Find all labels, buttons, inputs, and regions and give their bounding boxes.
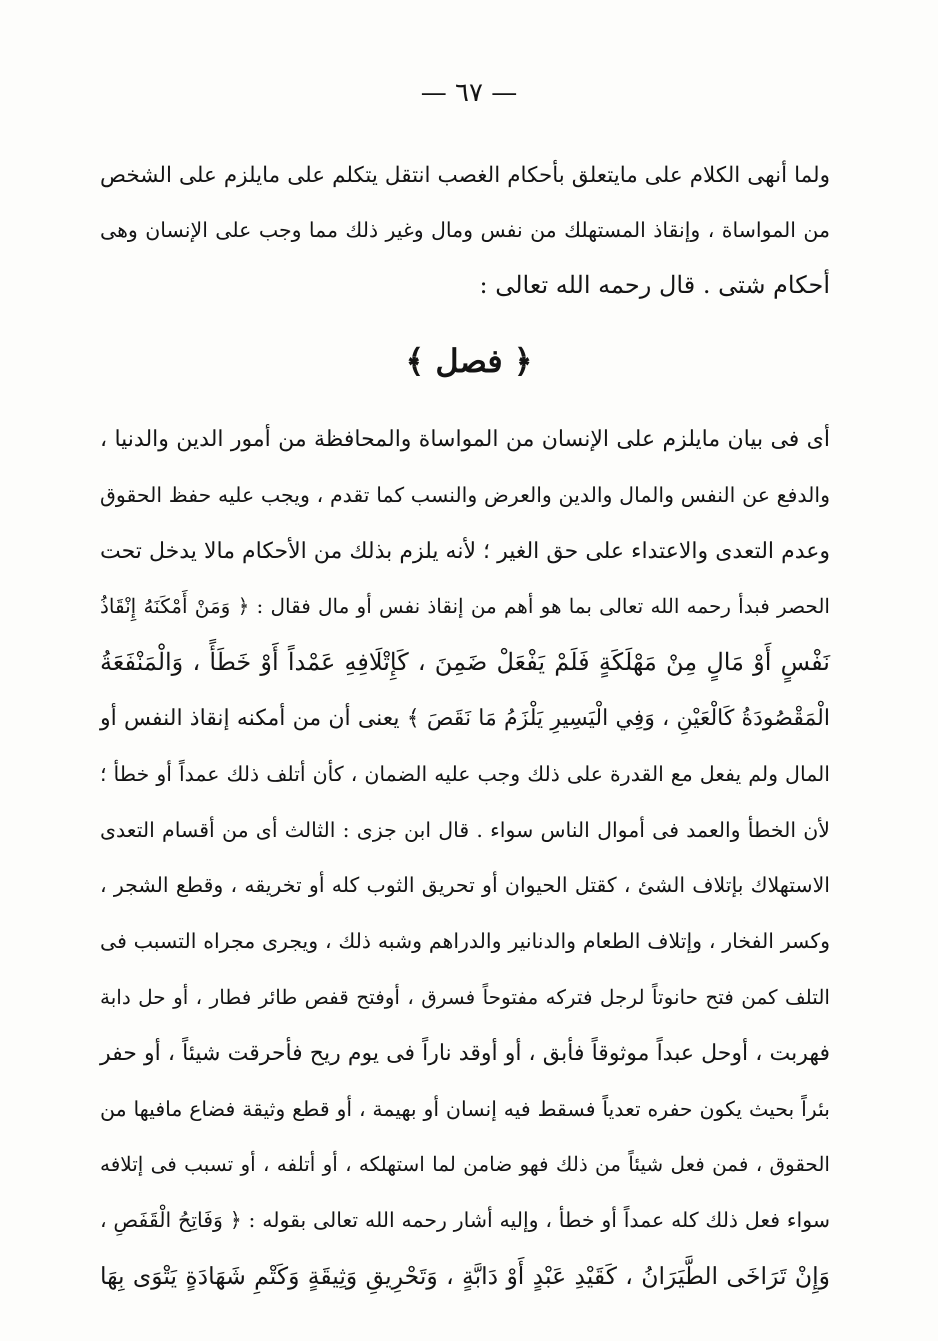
intro-line: أحكام شتى . قال رحمه الله تعالى : <box>479 271 830 299</box>
body-line: الحقوق ، فمن فعل شيئاً من ذلك فهو ضامن لما استهلكه ، أو أتلفه ، أو تسبب فى إتلافه <box>100 1152 830 1177</box>
body-line: بئراً بحيث يكون حفره تعدياً فسقط فيه إنسان أو بهيمة ، أو قطع وثيقة فضاع مافيها من <box>100 1096 830 1121</box>
body-line: الْمَقْصُودَةُ كَالْعَيْنِ ، وَفِي الْيَسِيرِ يَلْزَمُ مَا نَقَصَ ﴾ يعنى أن من أمكنه إنقاذ النفس أو <box>100 705 830 731</box>
body-line: فهربت ، أوحل عبداً موثوقاً فأبق ، أو أوقد ناراً فى يوم ريح فأحرقت شيئاً ، أو حفر <box>100 1040 830 1066</box>
body-line: أى فى بيان مايلزم على الإنسان من المواساة والمحافظة من أمور الدين والدنيا ، <box>100 427 830 452</box>
intro-line: ولما أنهى الكلام على مايتعلق بأحكام الغصب انتقل يتكلم على مايلزم على الشخص <box>100 163 830 188</box>
body-line: وَإِنْ تَرَاخَى الطَّيَرَانُ ، كَقَيْدِ عَبْدٍ أَوْ دَابَّةٍ ، وَتَحْرِيقِ وَثِيقَةٍ وَكَتْمِ شَهَادَةٍ يَتْوَى بِهَا <box>100 1261 830 1290</box>
body-line: الحصر فبدأ رحمه الله تعالى بما هو أهم من إنقاذ نفس أو مال فقال : ﴿ وَمَنْ أَمْكَنَهُ إِنْقَاذُ <box>100 594 830 619</box>
intro-paragraph <box>100 148 830 313</box>
body-line: المال ولم يفعل مع القدرة على ذلك وجب عليه الضمان ، كأن أتلف ذلك عمداً أو خطأ ؛ <box>100 761 830 786</box>
body-line: سواء فعل ذلك كله عمداً أو خطأ ، وإليه أشار رحمه الله تعالى بقوله : ﴿ وَفَاتِحُ الْقَفَصِ ، <box>100 1208 830 1233</box>
body-line: والدفع عن النفس والمال والدين والعرض والنسب كما تقدم ، ويجب عليه حفظ الحقوق <box>100 482 830 507</box>
body-line: نَفْسٍ أَوْ مَالٍ مِنْ مَهْلَكَةٍ فَلَمْ يَفْعَلْ ضَمِنَ ، كَإِتْلَافِهِ عَمْداً أَوْ خَطَأً ، وَالْمَنْفَعَةُ <box>100 648 830 677</box>
intro-line: من المواساة ، وإنقاذ المستهلك من نفس ومال وغير ذلك مما وجب على الإنسان وهى <box>100 218 830 242</box>
body-line: وعدم التعدى والاعتداء على حق الغير ؛ لأنه يلزم بذلك من الأحكام مالا يدخل تحت <box>100 538 830 564</box>
section-heading: ﴿ فصل ﴾ <box>405 342 533 380</box>
body-line: الاستهلاك بإتلاف الشئ ، كقتل الحيوان أو تحريق الثوب كله أو تخريقه ، وقطع الشجر ، <box>100 873 830 898</box>
body-paragraph <box>100 412 830 1305</box>
page-number: — ٦٧ — <box>420 78 518 108</box>
body-line: لأن الخطأ والعمد فى أموال الناس سواء . قال ابن جزى : الثالث أى من أقسام التعدى <box>100 817 830 842</box>
body-line: التلف كمن فتح حانوتاً لرجل فتركه مفتوحاً فسرق ، أوفتح قفص طائر فطار ، أو حل دابة <box>100 984 830 1009</box>
body-line: وكسر الفخار ، وإتلاف الطعام والدنانير والدراهم وشبه ذلك ، ويجرى مجراه التسبب فى <box>100 929 830 954</box>
